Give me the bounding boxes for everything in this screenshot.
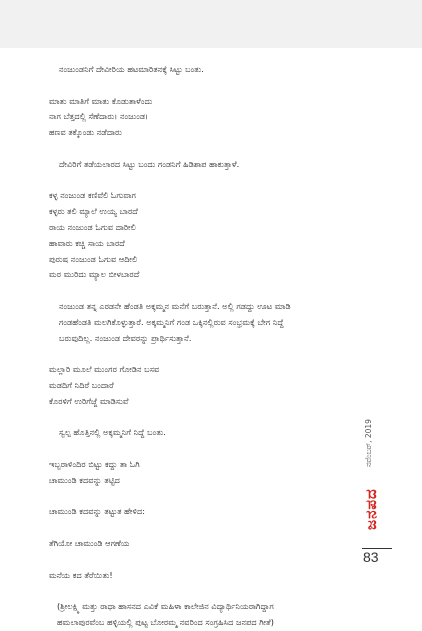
text-line: ನಂಜುಂಡನಿಗೆ ದೇವೀರಿಯ ಹಟಮಾರಿತನಕ್ಕೆ ಸಿಟ್ಟು ಬಂತು. bbox=[59, 64, 204, 74]
verse-line: ಕಳ್ಳ ನಂಜುಂಡ ಕಣಿವೆಲಿ ಓಗುವಾಗ bbox=[49, 190, 136, 201]
text-line: (ಶ್ರೀಲಕ್ಷ್ಮಿ ಮತ್ತು ರಾಧಾ ಹಾಸನದ ಎವಿಕೆ ಮಹಿಳಾ ಕಾಲೇಜಿನ ವಿದ್ಯಾರ್ಥಿನಿಯರಾಗಿದ್ದಾಗ bbox=[57, 601, 274, 612]
side-masthead bbox=[364, 408, 386, 540]
magazine-logo: ಜನಪದ bbox=[362, 488, 380, 530]
verse-line: ನಾಗ ಬೆತ್ತದಲ್ಲಿ ಸೆಣೆದಾರು। ನಂಜುಂಡ। bbox=[49, 111, 149, 122]
verse-line: ಇಬ್ಬರಾಳಿಂದಿರ ಬಿಟ್ಟು ಕದ್ದು ತಾ ಓಗಿ bbox=[49, 458, 140, 469]
section-gap bbox=[49, 441, 349, 457]
verse-stanza bbox=[49, 568, 349, 584]
verse-stanza bbox=[49, 504, 349, 520]
verse-line: ಮರ ಮುರಿದು ಮ್ಯಾಲ ಬೀಳಬಾರದೆ bbox=[49, 269, 140, 280]
prose-paragraph bbox=[49, 299, 349, 346]
text-line: ಬರುವುದಿಲ್ಲ. ನಂಜುಂಡ ದೇವರನ್ನು ಪ್ರಾರ್ಥಿಸುತ್ತಾನೆ. bbox=[59, 332, 192, 343]
verse-line: ಪುರುಷ ನಂಜುಂಡ ಓಗುವ ಆದೀಲಿ bbox=[49, 253, 138, 264]
verse-line: ಮಾತು ಮಾತಿಗೆ ಮಾತು ಕೊಡುತಾಳೆಂದು bbox=[49, 95, 153, 106]
section-gap bbox=[49, 283, 349, 299]
section-gap bbox=[49, 346, 349, 362]
text-line: ಸ್ವಲ್ಪ ಹೊತ್ತಿನಲ್ಲಿ ಅಕ್ಕಮ್ಮನಿಗೆ ನಿದ್ದೆ ಬಂತು. bbox=[59, 427, 166, 438]
verse-stanza bbox=[49, 188, 349, 283]
page-number: 83 bbox=[363, 549, 379, 565]
verse-line: ಹಾವಾರು ಕಚ್ಚಿ ಸಾಯ ಬಾರದೆ bbox=[49, 237, 125, 248]
verse-line: ತೆಗಿಯೋ ಚಾಮುಂಡಿ ಆಗಣೆಯ bbox=[49, 537, 130, 548]
verse-line: ಚಾಮುಂಡಿ ಕದವನ್ನು ತಟ್ಟಿದ bbox=[49, 474, 120, 485]
section-gap bbox=[49, 78, 349, 94]
section-gap bbox=[49, 173, 349, 189]
text-line: ಹಮಲಾಪುರವೆಂಬ ಹಳ್ಳಿಯಲ್ಲಿ ಪುಟ್ಟ ಬೋರಮ್ಮ ನವರಿಂದ ಸಂಗ್ರಹಿಸಿದ ಜನಪದ ಗೀತೆ) bbox=[57, 616, 274, 627]
verse-line: ಮಲ್ಲಾರಿ ಮೂಲೆ ಮುಂಗರ ಗೋಡಿನ ಬಸವ bbox=[49, 364, 160, 375]
verse-line: ರಾಯ ನಂಜುಂಡ ಓಗುವ ದಾರೀಲಿ bbox=[49, 221, 136, 232]
section-gap bbox=[49, 489, 349, 505]
prose-paragraph bbox=[49, 62, 349, 78]
text-line: ಗಂಡಹೆಂಡತಿ ಮಲಗಿಕೊಳ್ಳುತ್ತಾರೆ. ಅಕ್ಕಮ್ಮನಿಗೆ ಗಂಡ ಒಕ್ಕಿನಲ್ಲಿರುವ ಸಂಭ್ರಮಕ್ಕೆ ಬೇಗ ನಿದ್ದೆ bbox=[59, 316, 284, 327]
prose-paragraph bbox=[49, 425, 349, 441]
section-gap bbox=[49, 552, 349, 568]
verse-line: ಹಣವ ತಕ್ಕೊಂಡು ನಡೆದಾರು bbox=[49, 127, 122, 138]
source-credit bbox=[57, 599, 349, 631]
verse-line: ಮಡದಿಗೆ ನಿದಿರೆ ಬಂದಾರೆ bbox=[49, 379, 114, 390]
verse-stanza bbox=[49, 362, 349, 409]
prose-paragraph bbox=[49, 157, 349, 173]
article-body bbox=[49, 62, 349, 631]
section-gap bbox=[49, 520, 349, 536]
verse-stanza bbox=[49, 457, 349, 489]
verse-line: ಚಾಮುಂಡಿ ಕದವನ್ನು ತಟ್ಟುತ ಹೇಳಿದ: bbox=[49, 506, 146, 517]
section-gap bbox=[49, 410, 349, 426]
section-gap bbox=[49, 583, 349, 599]
section-gap bbox=[49, 141, 349, 157]
text-line: ನಂಜುಂಡ ತನ್ನ ಎರಡನೇ ಹೆಂಡತಿ ಅಕ್ಕಮ್ಮನ ಮನೆಗೆ ಬರುತ್ತಾನೆ. ಅಲ್ಲಿ ಗಡದ್ದು ಊಟ ಮಾಡಿ bbox=[59, 300, 291, 311]
verse-stanza bbox=[49, 94, 349, 141]
verse-line: ಕೊರಳಿಗೆ ಉರಿಗೆಜ್ಜೆ ಮಾಡಿಸುವೆ bbox=[49, 395, 129, 406]
text-line: ದೇವಿರಿಗೆ ತಡೆಯಲಾರದ ಸಿಟ್ಟು ಬಂದು ಗಂಡನಿಗೆ ಹಿಡಿಶಾಪ ಹಾಕುತ್ತಾಳೆ. bbox=[59, 158, 240, 169]
verse-line: ಮನೆಯ ಕದ ತೆರೆಯಿತು! bbox=[49, 569, 113, 580]
verse-stanza bbox=[49, 536, 349, 552]
issue-date: ನವೆಂಬರ್, 2019 bbox=[364, 419, 373, 467]
verse-line: ಕಳ್ಳರು ತಲಿ ಮ್ಯಾಲೆ ಉಯ್ಯ ಬಾರದೆ bbox=[49, 206, 138, 217]
top-band bbox=[0, 0, 422, 48]
